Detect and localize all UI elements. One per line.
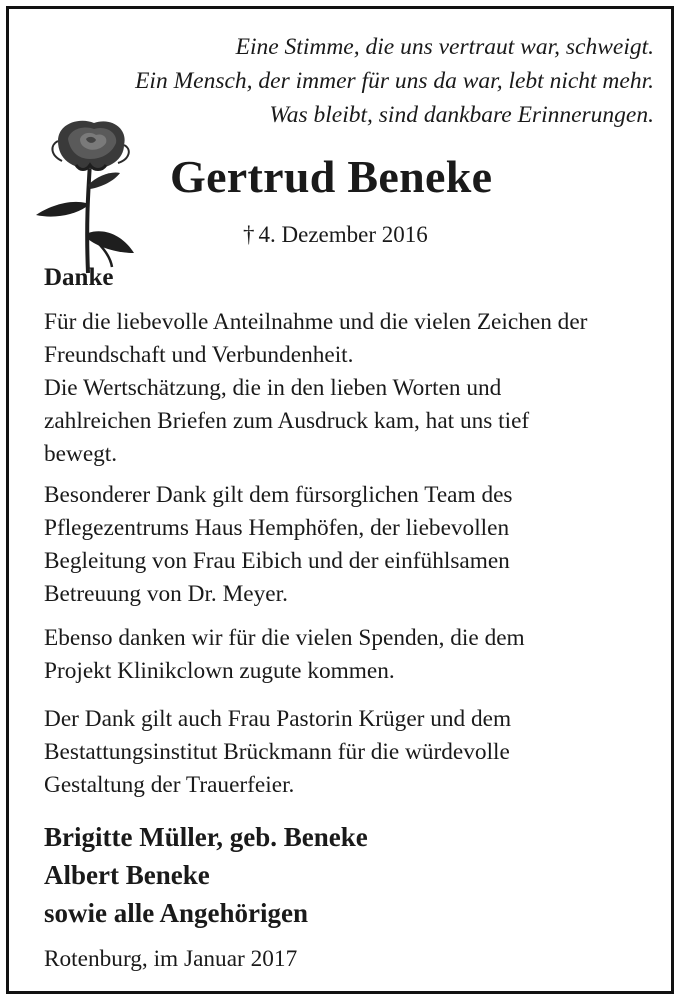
text-line: Der Dank gilt auch Frau Pastorin Krüger und dem [44, 706, 512, 732]
deceased-name: Gertrud Beneke [170, 151, 493, 202]
text-line: Besonderer Dank gilt dem fürsorglichen Team des [44, 482, 513, 508]
poem-line: Was bleibt, sind dankbare Erinnerungen. [269, 102, 654, 128]
paragraph-sympathy [44, 306, 664, 471]
thanks-heading: Danke [44, 264, 114, 291]
text-line: Freundschaft und Verbundenheit. [44, 342, 354, 368]
paragraph-care-team [44, 479, 664, 611]
signers-block [44, 818, 368, 932]
death-date-line [243, 222, 428, 248]
signer-name: sowie alle Angehörigen [44, 898, 308, 928]
poem-line: Eine Stimme, die uns vertraut war, schweigt. [235, 34, 654, 60]
text-line: Projekt Klinikclown zugute kommen. [44, 658, 395, 684]
paragraph-ceremony [44, 703, 664, 802]
text-line: zahlreichen Briefen zum Ausdruck kam, hat uns tief [44, 408, 530, 434]
rose-icon [28, 115, 152, 275]
signer-name: Albert Beneke [44, 860, 210, 890]
text-line: Für die liebevolle Anteilnahme und die vielen Zeichen der [44, 309, 588, 335]
text-line: Bestattungsinstitut Brückmann für die würdevolle [44, 739, 510, 765]
paragraph-donations [44, 622, 664, 688]
cross-symbol: † [243, 222, 255, 247]
text-line: Begleitung von Frau Eibich und der einfühlsamen [44, 548, 510, 574]
death-date: 4. Dezember 2016 [258, 222, 428, 247]
place-date: Rotenburg, im Januar 2017 [44, 946, 298, 972]
text-line: bewegt. [44, 441, 118, 467]
text-line: Die Wertschätzung, die in den lieben Worten und [44, 375, 502, 401]
text-line: Ebenso danken wir für die vielen Spenden, die dem [44, 625, 525, 651]
text-line: Betreuung von Dr. Meyer. [44, 581, 288, 607]
memorial-poem [135, 30, 654, 132]
poem-line: Ein Mensch, der immer für uns da war, lebt nicht mehr. [135, 68, 654, 94]
signer-name: Brigitte Müller, geb. Beneke [44, 822, 368, 852]
text-line: Gestaltung der Trauerfeier. [44, 772, 295, 798]
text-line: Pflegezentrums Haus Hemphöfen, der liebevollen [44, 515, 510, 541]
